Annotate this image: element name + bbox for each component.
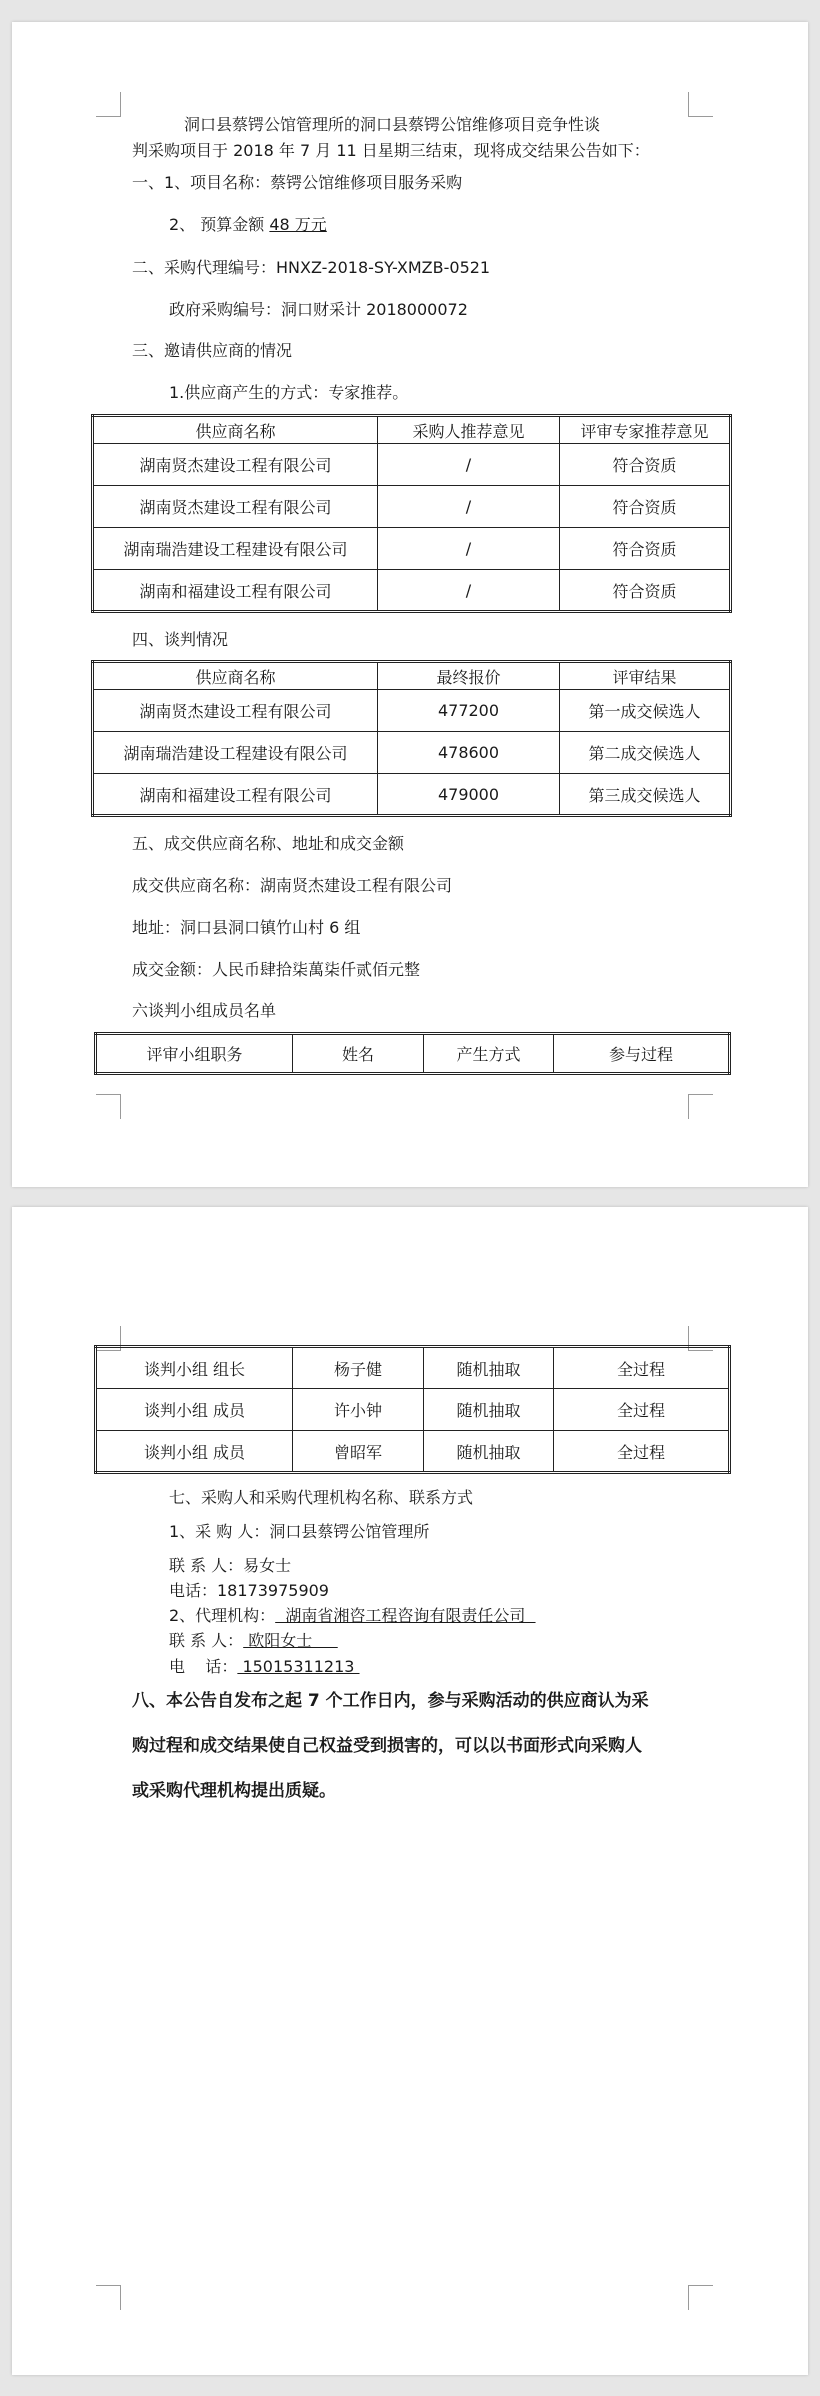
- table-header-row: [93, 416, 731, 444]
- table-cell: /: [378, 444, 560, 486]
- table-cell: 湖南贤杰建设工程有限公司: [93, 444, 378, 486]
- table-cell: 湖南贤杰建设工程有限公司: [93, 690, 378, 732]
- table-cell: 湖南和福建设工程有限公司: [93, 774, 378, 816]
- table-cell: 随机抽取: [424, 1347, 554, 1389]
- section-8-line-2: 购过程和成交结果使自己权益受到损害的，可以以书面形式向采购人: [132, 1736, 642, 1756]
- table-row: [93, 690, 731, 732]
- document-page-1: [12, 22, 808, 1187]
- intro-line-1: 洞口县蔡锷公馆管理所的洞口县蔡锷公馆维修项目竞争性谈: [184, 115, 601, 134]
- corner-mark-top-right: [688, 92, 713, 117]
- table-cell: /: [378, 486, 560, 528]
- column-header: 产生方式: [424, 1034, 554, 1074]
- agency-name: 湖南省湘咨工程咨询有限责任公司: [275, 1606, 536, 1625]
- table-row: [93, 528, 731, 570]
- purchaser-contact: 联 系 人：易女士: [169, 1556, 292, 1575]
- agency-contact-line: [169, 1630, 338, 1652]
- intro-line-2: 判采购项目于 2018 年 7 月 11 日星期三结束，现将成交结果公告如下：: [132, 141, 650, 160]
- budget-amount: 48 万元: [269, 215, 327, 234]
- table-cell: 全过程: [554, 1431, 730, 1473]
- agency-contact-label: 联 系 人：: [169, 1631, 244, 1650]
- column-header: 最终报价: [378, 662, 560, 690]
- winning-supplier: 成交供应商名称：湖南贤杰建设工程有限公司: [132, 876, 453, 895]
- table-cell: 随机抽取: [424, 1431, 554, 1473]
- table-row: [93, 444, 731, 486]
- budget-label: 2、 预算金额: [169, 215, 270, 234]
- table-cell: 全过程: [554, 1389, 730, 1431]
- table-row: [96, 1347, 730, 1389]
- agency-phone-label: 电 话：: [169, 1657, 238, 1676]
- table-cell: 符合资质: [560, 570, 731, 612]
- negotiation-table: [91, 660, 732, 817]
- table-cell: 湖南贤杰建设工程有限公司: [93, 486, 378, 528]
- budget-line: [169, 214, 327, 236]
- table-cell: 478600: [378, 732, 560, 774]
- table-row: [93, 774, 731, 816]
- table-cell: 谈判小组 成员: [96, 1389, 293, 1431]
- section-7-title: 七、采购人和采购代理机构名称、联系方式: [169, 1488, 474, 1507]
- section-8-line-1: 八、本公告自发布之起 7 个工作日内，参与采购活动的供应商认为采: [132, 1691, 649, 1711]
- agency-line: [169, 1605, 536, 1627]
- agency-phone-line: [169, 1656, 360, 1678]
- gov-procurement-number: 政府采购编号：洞口财采计 2018000072: [169, 300, 468, 319]
- table-row: [96, 1389, 730, 1431]
- column-header: 评审结果: [560, 662, 731, 690]
- table-cell: 许小钟: [293, 1389, 424, 1431]
- column-header: 姓名: [293, 1034, 424, 1074]
- column-header: 供应商名称: [93, 662, 378, 690]
- corner-mark-bottom-right: [688, 1094, 713, 1119]
- purchaser-phone: 电话：18173975909: [169, 1581, 329, 1600]
- table-cell: 479000: [378, 774, 560, 816]
- table-row: [93, 570, 731, 612]
- purchaser: 1、采 购 人：洞口县蔡锷公馆管理所: [169, 1522, 430, 1541]
- table-cell: 谈判小组 成员: [96, 1431, 293, 1473]
- panel-members-table-header: [94, 1032, 731, 1075]
- invited-suppliers-table: [91, 414, 732, 613]
- agency-contact-name: 欧阳女士: [243, 1631, 338, 1650]
- table-cell: 477200: [378, 690, 560, 732]
- section-5-title: 五、成交供应商名称、地址和成交金额: [132, 834, 405, 853]
- table-cell: 符合资质: [560, 444, 731, 486]
- column-header: 供应商名称: [93, 416, 378, 444]
- corner-mark-bottom-left: [96, 2285, 121, 2310]
- table-cell: 第二成交候选人: [560, 732, 731, 774]
- agency-number: 二、采购代理编号：HNXZ-2018-SY-XMZB-0521: [132, 258, 491, 277]
- table-cell: 第三成交候选人: [560, 774, 731, 816]
- document-page-2: [12, 1207, 808, 2375]
- table-cell: 全过程: [554, 1347, 730, 1389]
- section-8-line-3: 或采购代理机构提出质疑。: [132, 1781, 336, 1801]
- agency-phone-value: 15015311213: [237, 1657, 360, 1676]
- table-cell: /: [378, 528, 560, 570]
- table-header-row: [93, 662, 731, 690]
- column-header: 采购人推荐意见: [378, 416, 560, 444]
- table-cell: 谈判小组 组长: [96, 1347, 293, 1389]
- column-header: 参与过程: [554, 1034, 730, 1074]
- table-cell: 符合资质: [560, 486, 731, 528]
- column-header: 评审小组职务: [96, 1034, 293, 1074]
- table-cell: 符合资质: [560, 528, 731, 570]
- table-cell: 湖南和福建设工程有限公司: [93, 570, 378, 612]
- section-6-title: 六谈判小组成员名单: [132, 1001, 277, 1020]
- table-cell: 曾昭军: [293, 1431, 424, 1473]
- agency-label: 2、代理机构：: [169, 1606, 276, 1625]
- table-cell: 湖南瑞浩建设工程建设有限公司: [93, 732, 378, 774]
- table-row: [93, 486, 731, 528]
- panel-members-table-body: [94, 1345, 731, 1474]
- contract-amount: 成交金额：人民币肆拾柒萬柒仟贰佰元整: [132, 960, 421, 979]
- supplier-method: 1.供应商产生的方式：专家推荐。: [169, 383, 409, 402]
- project-name: 一、1、项目名称：蔡锷公馆维修项目服务采购: [132, 173, 463, 192]
- supplier-address: 地址：洞口县洞口镇竹山村 6 组: [132, 918, 361, 937]
- table-cell: 杨子健: [293, 1347, 424, 1389]
- table-cell: /: [378, 570, 560, 612]
- table-cell: 随机抽取: [424, 1389, 554, 1431]
- section-3-title: 三、邀请供应商的情况: [132, 341, 293, 360]
- section-4-title: 四、谈判情况: [132, 630, 229, 649]
- table-row: [93, 732, 731, 774]
- table-cell: 第一成交候选人: [560, 690, 731, 732]
- corner-mark-top-left: [96, 92, 121, 117]
- table-header-row: [96, 1034, 730, 1074]
- table-cell: 湖南瑞浩建设工程建设有限公司: [93, 528, 378, 570]
- corner-mark-bottom-left: [96, 1094, 121, 1119]
- table-row: [96, 1431, 730, 1473]
- corner-mark-bottom-right: [688, 2285, 713, 2310]
- column-header: 评审专家推荐意见: [560, 416, 731, 444]
